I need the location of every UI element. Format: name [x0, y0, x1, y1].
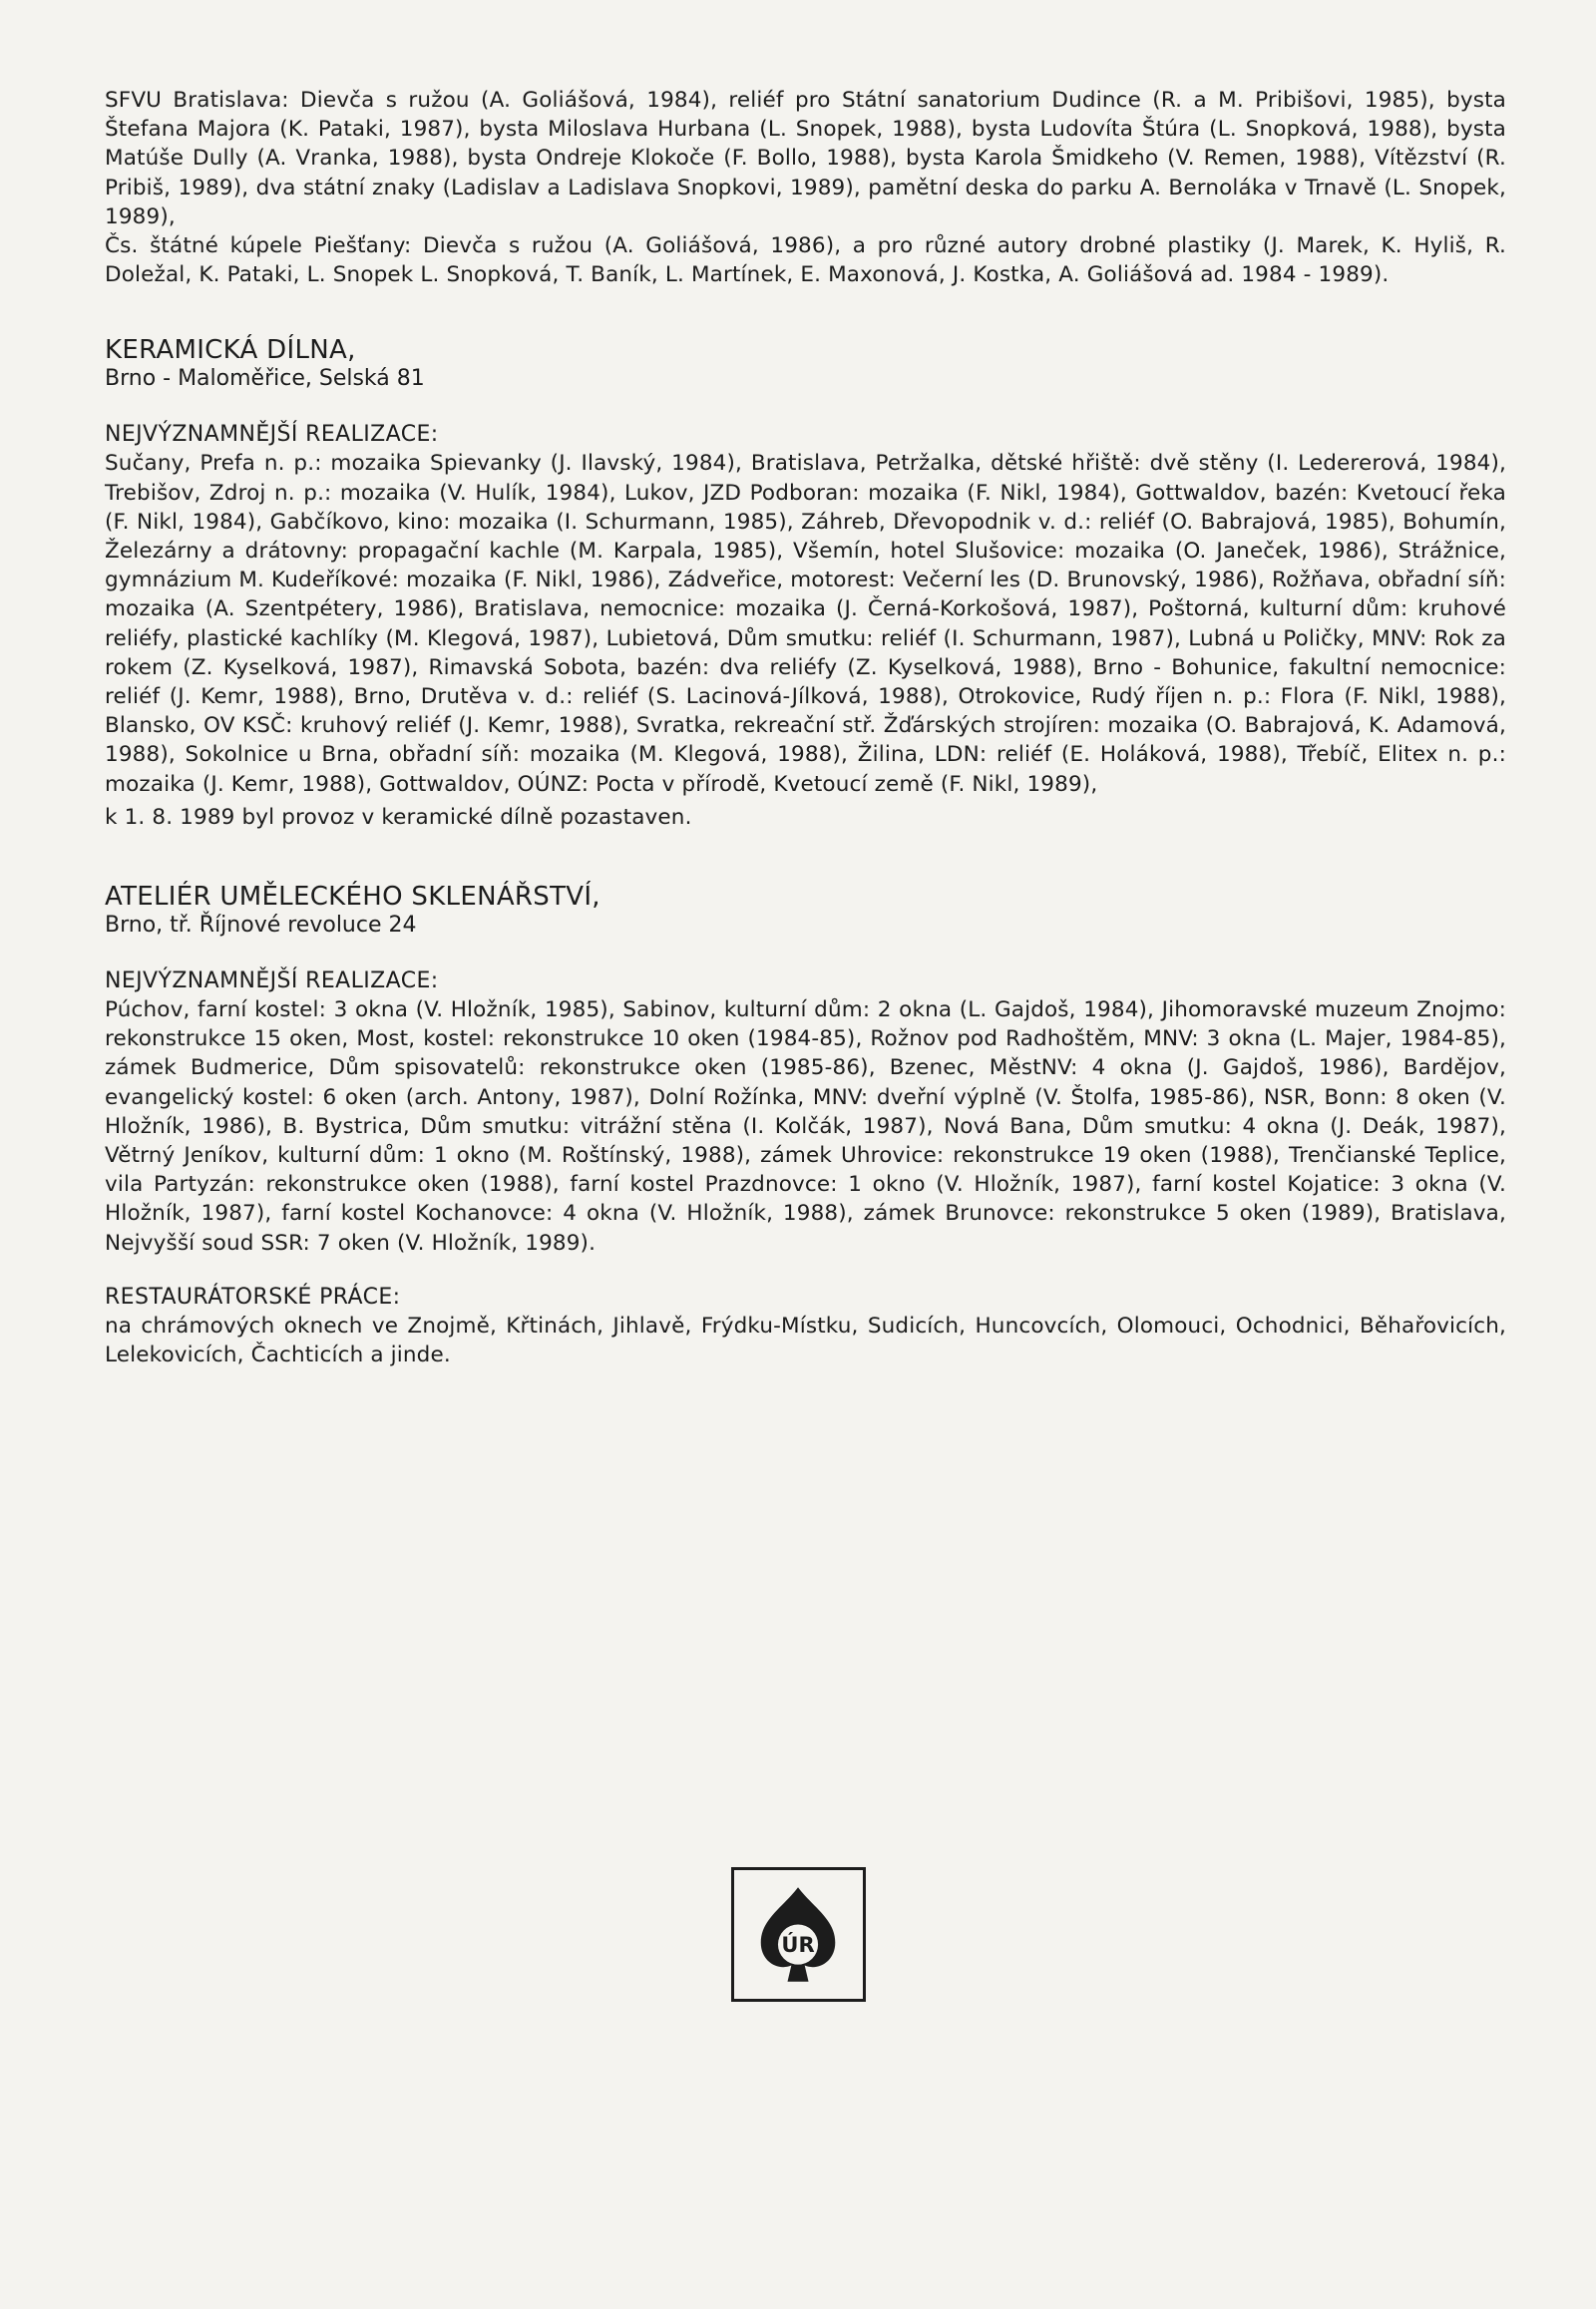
keramicka-note: k 1. 8. 1989 byl provoz v keramické dílně pozastaven. — [105, 804, 692, 830]
address-atelier: Brno, tř. Říjnové revoluce 24 — [105, 913, 417, 939]
publisher-logo-icon — [734, 1870, 863, 1999]
intro-paragraph-1: SFVU Bratislava: Dievča s ružou (A. Goliášová, 1984), reliéf pro Státní sanatorium Dudince (R. a M. Pribišovi, 1985), bysta Štefana Majora (K. Pataki, 1987), bysta Miloslava Hurbana (L. Snopek, 1988), bysta Ludovíta Štúra (L. Snopková, 1988), bysta Matúše Dully (A. Vranka, 1988), bysta Ondreje Klokoče (F. Bollo, 1988), bysta Karola Šmidkeho (V. Remen, 1988), Vítězství (R. Pribiš, 1989), dva státní znaky (Ladislav a Ladislava Snopkovi, 1989), pamětní deska do parku A. Bernoláka v Trnavě (L. Snopek, 1989), — [105, 88, 1506, 229]
realizace-text-atelier: Púchov, farní kostel: 3 okna (V. Hložník, 1985), Sabinov, kulturní dům: 2 okna (L. Gajdoš, 1984), Jihomoravské muzeum Znojmo: rekonstrukce 15 oken, Most, kostel: rekonstrukce 10 oken (1984-85), Rožnov pod Radhoštěm, MNV: 3 okna (L. Majer, 1984-85), zámek Budmerice, Dům spisovatelů: rekonstrukce oken (1985-86), Bzenec, MěstNV: 4 okna (J. Gajdoš, 1986), Bardějov, evangelický kostel: 6 oken (arch. Antony, 1987), Dolní Rožínka, MNV: dveřní výplně (V. Štolfa, 1985-86), NSR, Bonn: 8 oken (V. Hložník, 1986), B. Bystrica, Dům smutku: vitrážní stěna (I. Kolčák, 1987), Nová Bana, Dům smutku: 4 okna (J. Deák, 1987), Větrný Jeníkov, kulturní dům: 1 okno (M. Roštínský, 1988), zámek Uhrovice: rekonstrukce 19 oken (1988), Trenčianské Teplice, vila Partyzán: rekonstrukce oken (1988), farní kostel Prazdnovce: 1 okno (V. Hložník, 1987), farní kostel Kojatice: 3 okna (V. Hložník, 1987), farní kostel Kochanovce: 4 okna (V. Hložník, 1988), zámek Brunovce: rekonstrukce 5 oken (1989), Bratislava, Nejvyšší soud SSR: 7 oken (V. Hložník, 1989). — [105, 997, 1506, 1256]
logo-monogram: ÚR — [781, 1932, 815, 1958]
realizace-heading-atelier: NEJVÝZNAMNĚJŠÍ REALIZACE: — [105, 968, 439, 994]
publisher-logo — [731, 1867, 866, 2002]
section-title-atelier: ATELIÉR UMĚLECKÉHO SKLENÁŘSTVÍ, — [105, 882, 600, 913]
intro-paragraph-2: Čs. štátné kúpele Piešťany: Dievča s ružou (A. Goliášová, 1986), a pro různé autory drobné plastiky (J. Marek, K. Hyliš, R. Doležal, K. Pataki, L. Snopek L. Snopková, T. Baník, L. Martínek, E. Maxonová, J. Kostka, A. Goliášová ad. 1984 - 1989). — [105, 233, 1506, 288]
realizace-heading-keramicka: NEJVÝZNAMNĚJŠÍ REALIZACE: — [105, 422, 439, 448]
address-keramicka: Brno - Maloměřice, Selská 81 — [105, 366, 425, 392]
section-atelier — [105, 882, 1506, 1369]
section-keramicka — [105, 335, 1506, 832]
document-page — [105, 86, 1506, 1369]
realizace-text-keramicka: Sučany, Prefa n. p.: mozaika Spievanky (J. Ilavský, 1984), Bratislava, Petržalka, dětské hřiště: dvě stěny (I. Ledererová, 1984), Trebišov, Zdroj n. p.: mozaika (V. Hulík, 1984), Lukov, JZD Podboran: mozaika (F. Nikl, 1984), Gottwaldov, bazén: Kvetoucí řeka (F. Nikl, 1984), Gabčíkovo, kino: mozaika (I. Schurmann, 1985), Záhreb, Dřevopodnik v. d.: reliéf (O. Babrajová, 1985), Bohumín, Železárny a drátovny: propagační kachle (M. Karpala, 1985), Všemín, hotel Slušovice: mozaika (O. Janeček, 1986), Strážnice, gymnázium M. Kudeříkové: mozaika (F. Nikl, 1986), Zádveřice, motorest: Večerní les (D. Brunovský, 1986), Rožňava, obřadní síň: mozaika (A. Szentpétery, 1986), Bratislava, nemocnice: mozaika (J. Černá-Korkošová, 1987), Poštorná, kulturní dům: kruhové reliéfy, plastické kachlíky (M. Klegová, 1987), Lubietová, Dům smutku: reliéf (I. Schurmann, 1987), Lubná u Poličky, MNV: Rok za rokem (Z. Kyselková, 1987), Rimavská Sobota, bazén: dva reliéfy (Z. Kyselková, 1988), Brno - Bohunice, fakultní nemocnice: reliéf (J. Kemr, 1988), Brno, Drutěva v. d.: reliéf (S. Lacinová-Jílková, 1988), Otrokovice, Rudý říjen n. p.: Flora (F. Nikl, 1988), Blansko, OV KSČ: kruhový reliéf (J. Kemr, 1988), Svratka, rekreační stř. Žďárských strojíren: mozaika (O. Babrajová, K. Adamová, 1988), Sokolnice u Brna, obřadní síň: mozaika (M. Klegová, 1988), Žilina, LDN: reliéf (E. Holáková, 1988), Třebíč, Elitex n. p.: mozaika (J. Kemr, 1988), Gottwaldov, OÚNZ: Pocta v přírodě, Kvetoucí země (F. Nikl, 1989), — [105, 451, 1506, 797]
section-title-keramicka: KERAMICKÁ DÍLNA, — [105, 335, 356, 366]
restoration-heading: RESTAURÁTORSKÉ PRÁCE: — [105, 1284, 401, 1310]
restoration-text: na chrámových oknech ve Znojmě, Křtinách, Jihlavě, Frýdku-Místku, Sudicích, Huncovcích, Olomouci, Ochodnici, Běhařovicích, Lelekovicích, Čachticích a jinde. — [105, 1313, 1506, 1368]
